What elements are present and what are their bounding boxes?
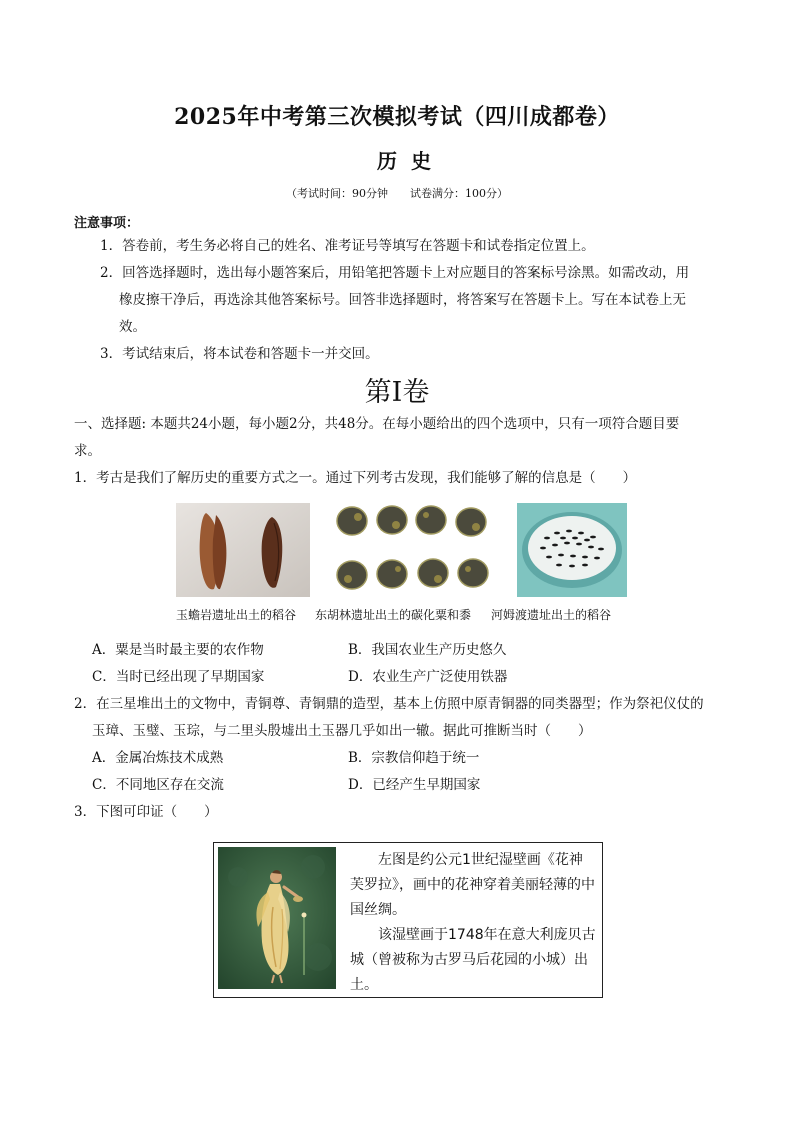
- section-instruction-continued: 求。: [74, 443, 101, 459]
- fresco-paragraph-2: 该湿壁画于1748年在意大利庞贝古城（曾被称为古罗马后花园的小城）出土。: [350, 927, 596, 993]
- q2-option-a: A．金属冶炼技术成熟: [92, 750, 224, 766]
- notice-item-continued: 效。: [119, 319, 146, 335]
- q2-option-d: D．已经产生早期国家: [348, 777, 481, 793]
- subject-title: 历史: [377, 149, 445, 173]
- caption-hemudu: 河姆渡遗址出土的稻谷: [491, 608, 612, 622]
- fresco-paragraph-1: 左图是约公元1世纪湿壁画《花神芙罗拉》，画中的花神穿着美丽轻薄的中国丝绸。: [350, 852, 595, 918]
- section-instruction: 一、选择题: 本题共24小题，每小题2分，共48分。在每小题给出的四个选项中，只有一项符合题目要: [74, 416, 680, 432]
- caption-yuchanyan: 玉蟾岩遗址出土的稻谷: [176, 608, 297, 622]
- fresco-description: [350, 848, 596, 998]
- question-3-stem: 3．下图可印证（ ）: [74, 804, 218, 820]
- caption-donghulin: 东胡林遗址出土的碳化粟和黍: [315, 608, 472, 622]
- q2-option-b: B．宗教信仰趋于统一: [348, 750, 480, 766]
- section-title: 第Ⅰ卷: [364, 377, 430, 408]
- exam-info: （考试时间：90分钟 试卷满分：100分）: [286, 187, 508, 200]
- q1-option-d: D．农业生产广泛使用铁器: [348, 669, 508, 685]
- q2-option-c: C．不同地区存在交流: [92, 777, 224, 793]
- question-2-stem-continued: 玉璋、玉璧、玉琮，与二里头殷墟出土玉器几乎如出一辙。据此可推断当时（ ）: [92, 723, 592, 739]
- rice-grain-photo-yuchanyan: [176, 503, 310, 597]
- exam-title: 2025年中考第三次模拟考试（四川成都卷）: [174, 104, 620, 130]
- question-2-stem: 2．在三星堆出土的文物中，青铜尊、青铜鼎的造型，基本上仿照中原青铜器的同类器型；作为祭祀仪仗的: [74, 696, 704, 712]
- notice-heading: 注意事项：: [74, 216, 140, 231]
- carbonized-millet-photo-donghulin: [334, 503, 494, 597]
- question-1-stem: 1．考古是我们了解历史的重要方式之一。通过下列考古发现，我们能够了解的信息是（ ）: [74, 470, 637, 486]
- notice-item: 2．回答选择题时，选出每小题答案后，用铅笔把答题卡上对应题目的答案标号涂黑。如需改动，用: [100, 265, 690, 281]
- notice-item: 3．考试结束后，将本试卷和答题卡一并交回。: [100, 346, 379, 362]
- q1-option-a: A．粟是当时最主要的农作物: [92, 642, 264, 658]
- flora-fresco-painting: [218, 847, 336, 989]
- rice-bowl-photo-hemudu: [517, 503, 627, 597]
- q1-option-c: C．当时已经出现了早期国家: [92, 669, 265, 685]
- q1-option-b: B．我国农业生产历史悠久: [348, 642, 507, 658]
- notice-item: 1．答卷前，考生务必将自己的姓名、准考证号等填写在答题卡和试卷指定位置上。: [100, 238, 595, 254]
- notice-item-continued: 橡皮擦干净后，再选涂其他答案标号。回答非选择题时，将答案写在答题卡上。写在本试卷上无: [119, 292, 686, 308]
